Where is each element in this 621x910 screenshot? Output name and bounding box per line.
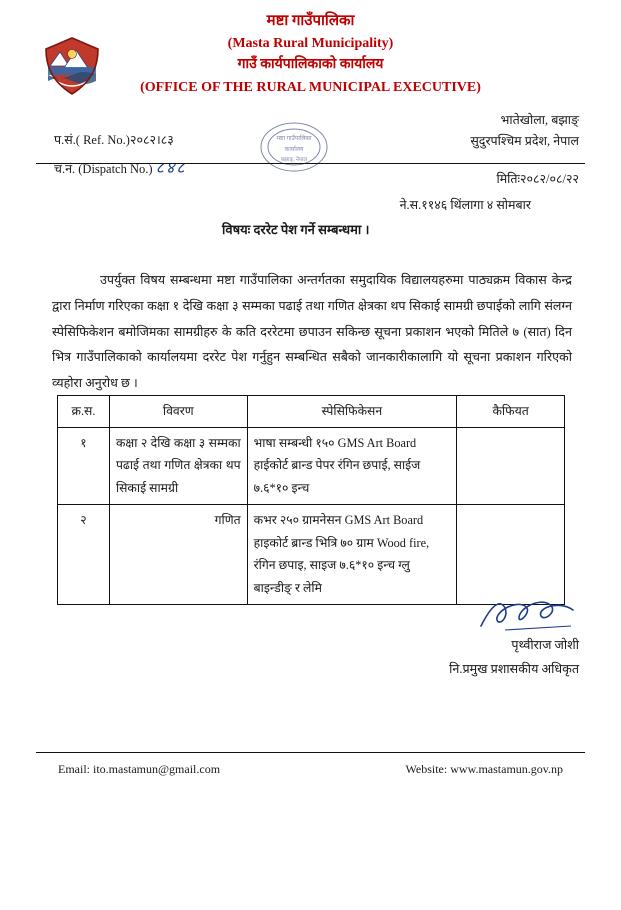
signature-block xyxy=(449,596,579,682)
address-line-1: भातेखोला, बझाङ् xyxy=(500,113,579,127)
svg-text:कार्यालय: कार्यालय xyxy=(284,147,304,153)
table-row xyxy=(58,504,565,604)
body-paragraph: उपर्युक्त विषय सम्बन्धमा मष्टा गाउँपालिका अन्तर्गतका समुदायिक विद्यालयहरुमा पाठ्यक्रम विकास केन्द्र द्वारा निर्माण गरिएका कक्षा १ देखि कक्षा ३ सम्मका पढाई तथा गणित क्षेत्रका थप सिकाई सामग्री छपाईको लागि संलग्न स्पेसिफिकेशन बमोजिमका सामग्रीहरु के कति दररेटमा छपाउन सकिन्छ सूचना प्रकाशन भएको मितिले ७ (सात) दिन भित्र गाउँपालिकाको कार्यालयमा दररेट पेश गर्नुहुन सम्बन्धित सबैको जानकारीकालागि यो सूचना प्रकाशन गरिएको व्यहोरा अनुरोध छ । xyxy=(52,273,572,391)
cell-remarks xyxy=(457,504,565,604)
org-name-nepali: मष्टा गाउँपालिका xyxy=(266,13,355,29)
column-header-sn: क्र.स. xyxy=(58,396,110,428)
table-row xyxy=(58,427,565,504)
footer-website-label: Website: xyxy=(405,762,448,776)
cell-remarks xyxy=(457,427,565,504)
footer-divider xyxy=(36,752,585,753)
dispatch-number-label: च.नं. (Dispatch No.) xyxy=(54,162,153,176)
svg-text:बझाङ्, नेपाल: बझाङ्, नेपाल xyxy=(280,157,308,163)
footer-email-label: Email: xyxy=(58,762,90,776)
office-name-english: (OFFICE OF THE RURAL MUNICIPAL EXECUTIVE) xyxy=(140,79,481,95)
address-line-2: सुदुरपश्चिम प्रदेश, नेपाल xyxy=(470,134,579,149)
table-header-row xyxy=(58,396,565,428)
cell-sn: १ xyxy=(58,427,110,504)
footer-email xyxy=(58,762,220,777)
svg-text:मष्टा गाउँपालिका: मष्टा गाउँपालिका xyxy=(276,136,312,142)
cell-specification: भाषा सम्बन्धी १५० GMS Art Board हाईकोर्ट ब्रान्ड पेपर रंगिन छपाई, साईज ७.६*१० इन्च xyxy=(247,427,457,504)
office-name-nepali: गाउँ कार्यपालिकाको कार्यालय xyxy=(237,56,384,72)
signatory-name: पृथ्वीराज जोशी xyxy=(511,638,579,652)
column-header-description: विवरण xyxy=(109,396,247,428)
subject-line: विषयः दररेट पेश गर्ने सम्बन्धमा । xyxy=(222,222,370,237)
header-divider xyxy=(36,163,585,164)
footer-website-value[interactable]: www.mastamun.gov.np xyxy=(450,762,563,776)
office-round-stamp-icon xyxy=(255,118,333,176)
reference-number-value: २०८२।८३ xyxy=(129,133,174,147)
reference-number-label: प.सं.( Ref. No.) xyxy=(54,133,130,147)
nepal-government-emblem-icon xyxy=(36,36,108,98)
footer-email-value[interactable]: ito.mastamun@gmail.com xyxy=(93,762,221,776)
specification-table xyxy=(57,395,565,605)
org-name-english: (Masta Rural Municipality) xyxy=(227,35,394,51)
column-header-specification: स्पेसिफिकेसन xyxy=(247,396,457,428)
signatory-designation: नि.प्रमुख प्रशासकीय अधिकृत xyxy=(449,661,579,676)
footer-website xyxy=(406,762,563,777)
nepali-calendar-line: ने.स.११४६ थिंलागा ४ सोमबार xyxy=(399,198,531,212)
reference-number-line xyxy=(54,128,187,153)
cell-description: कक्षा २ देखि कक्षा ३ सम्मका पढाई तथा गणित क्षेत्रका थप सिकाई सामग्री xyxy=(109,427,247,504)
cell-description: गणित xyxy=(109,504,247,604)
dispatch-number-value: ८४८ xyxy=(155,160,187,177)
cell-specification: कभर २५० ग्रामनेसन GMS Art Board हाइकोर्ट ब्रान्ड भित्रि ७० ग्राम Wood fire, रंगिन छपाइ, साइज ७.६*१० इन्च ग्लु बाइन्डीङ् र लेमि xyxy=(247,504,457,604)
document-date: मितिः२०८२/०८/२२ xyxy=(496,172,579,186)
handwritten-signature-icon xyxy=(449,596,579,632)
office-address xyxy=(470,110,579,153)
document-footer xyxy=(36,762,585,777)
cell-sn: २ xyxy=(58,504,110,604)
dispatch-number-line xyxy=(54,153,187,185)
column-header-remarks: कैफियत xyxy=(457,396,565,428)
reference-block xyxy=(54,128,187,185)
